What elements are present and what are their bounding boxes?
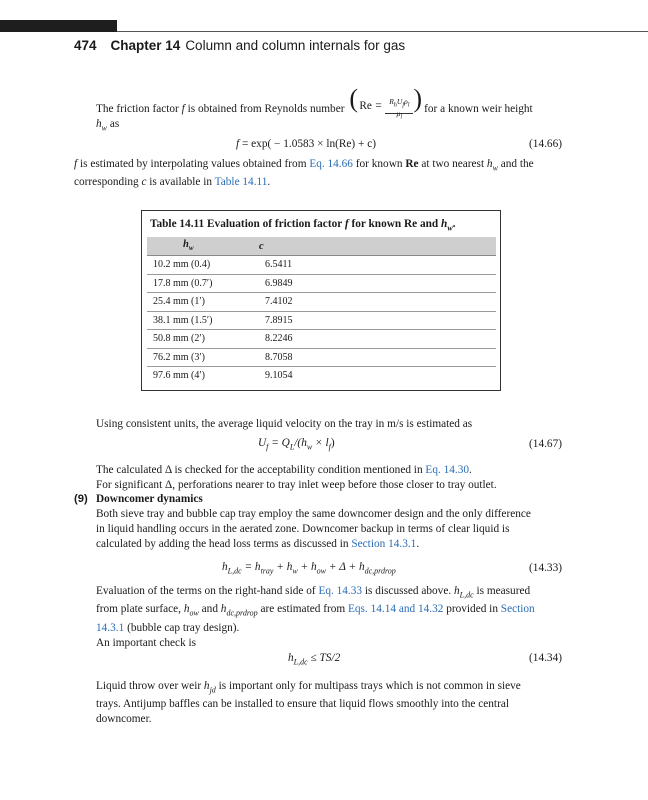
reynolds-expression: ( Re = $R_hU_f\rho_l$ $\mu_l$ ) [349, 84, 422, 121]
equation-number: (14.66) [529, 138, 562, 150]
link-eq-14-66[interactable]: Eq. 14.66 [309, 158, 353, 170]
column-header-hw: $h_w$ [147, 237, 259, 256]
equation-number: (14.67) [529, 438, 562, 450]
table-14-11 [141, 210, 501, 391]
table-row: 10.2 mm (0.4) 6.5411 [153, 259, 293, 271]
paragraph-friction: The friction factor f is obtained from Reynolds number ( Re = $R_hU_f\rho_l$ $\mu_l$ ) for a known weir height $h_w$ as [96, 84, 533, 133]
link-section-14-3-1[interactable]: Section 14.3.1 [351, 538, 417, 550]
section-title: Downcomer dynamics [96, 493, 203, 505]
link-eq-14-30[interactable]: Eq. 14.30 [425, 464, 470, 476]
header-rule [117, 31, 648, 32]
table-row: 38.1 mm (1.5′) 7.8915 [147, 311, 496, 330]
link-table-14-11[interactable]: Table 14.11 [214, 176, 268, 189]
equation-14-66: f = exp( − 1.0583 × ln(Re) + c) [236, 138, 376, 150]
paragraph-evaluation: Evaluation of the terms on the right-hand side of Eq. 14.33 is discussed above. $h_{L,dc}$ is measured from plate surface, $h_{ow}$ and $h_{dc,prdrop}$ are estimated from Eqs. 14.14 and 14.32 provided in Section 14.3.1 (bubble cap tray design). An important check is [96, 585, 535, 649]
table-caption: Table 14.11 Evaluation of friction factor f for known Re and $h_w$. [150, 218, 456, 233]
link-eqs-14-14-14-32[interactable]: Eqs. 14.14 and 14.32 [347, 603, 444, 616]
paragraph-delta-check: The calculated Δ is checked for the acceptability condition mentioned in Eq. 14.30. For significant Δ, perforations nearer to tray inlet weep before those closer to tray outlet. [96, 464, 497, 491]
table-row: 17.8 mm (0.7′) 6.9849 [147, 274, 496, 293]
equation-14-33: $h_{L,dc} = h_{tray} + h_w + h_{ow} + \Delta + h_{dc,prdrop}$ [222, 561, 396, 576]
equation-14-67: $U_f = Q_L/(h_w \times l_f)$ [258, 437, 335, 452]
paragraph-interpolation: f is estimated by interpolating values obtained from Eq. 14.66 for known Re at two nearest $h_w$ and the corresponding c is available in Table 14.11. [74, 158, 534, 189]
table-header-row [147, 237, 496, 256]
column-header-c: c [259, 237, 496, 256]
running-header [74, 38, 405, 53]
table-row: 50.8 mm (2′) 8.2246 [147, 330, 496, 349]
chapter-label: Chapter 14 [110, 38, 181, 53]
table-row: 25.4 mm (1′) 7.4102 [147, 293, 496, 312]
equation-14-34: $h_{L,dc} \le TS/2$ [288, 652, 341, 667]
paragraph-liquid-throw: Liquid throw over weir $h_{jd}$ is important only for multipass trays which is not common in sieve trays. Antijump baffles can be installed to ensure that liquid flows smoothly into the central downcomer. [96, 680, 521, 726]
paragraph-downcomer: Both sieve tray and bubble cap tray employ the same downcomer design and the only difference in liquid handling occurs in the aerated zone. Downcomer backup in terms of clear liquid is calculated by adding the head loss terms as discussed in Section 14.3.1. [96, 508, 531, 550]
equation-number: (14.33) [529, 562, 562, 574]
link-section-14-3-1-b[interactable]: 14.3.1 [96, 621, 125, 634]
link-section[interactable]: Section [500, 603, 535, 616]
page-number: 474 [74, 38, 97, 53]
table-row: 97.6 mm (4′) 9.1054 [147, 367, 496, 385]
chapter-title: Column and column internals for gas [185, 38, 406, 53]
table-row: 76.2 mm (3′) 8.7058 [147, 348, 496, 367]
header-bar [0, 20, 117, 32]
paragraph-velocity: Using consistent units, the average liquid velocity on the tray in m/s is estimated as [96, 418, 473, 430]
link-eq-14-33[interactable]: Eq. 14.33 [318, 585, 363, 597]
equation-number: (14.34) [529, 652, 562, 664]
section-number: (9) [74, 493, 88, 505]
friction-table [147, 237, 496, 385]
